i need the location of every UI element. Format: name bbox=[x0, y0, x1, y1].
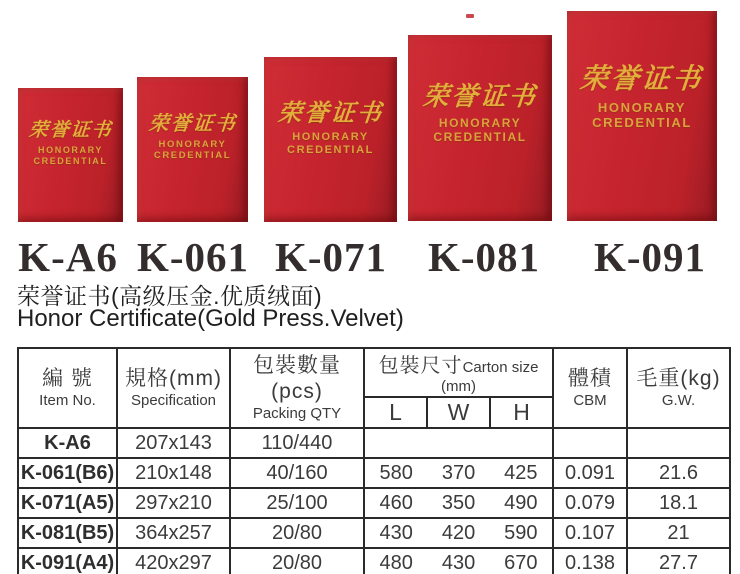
cell-specification: 297x210 bbox=[117, 488, 230, 518]
cell-carton-l: 580 bbox=[379, 461, 413, 484]
cell-item-no: K-071(A5) bbox=[18, 488, 117, 518]
cell-gw bbox=[627, 428, 730, 458]
cover-subtitle-line2: CREDENTIAL bbox=[153, 150, 232, 162]
cell-carton-size bbox=[364, 488, 553, 518]
cell-specification: 207x143 bbox=[117, 428, 230, 458]
cell-specification: 420x297 bbox=[117, 548, 230, 574]
cell-carton-w: 430 bbox=[441, 551, 476, 574]
cell-gw: 21.6 bbox=[627, 458, 730, 488]
certificate-cover-k-a6 bbox=[18, 88, 123, 222]
cover-subtitle-line1: HONORARY bbox=[597, 100, 687, 115]
cell-carton-size bbox=[364, 428, 553, 458]
col-header-specification: 規格(mm) Specification bbox=[117, 348, 230, 428]
cell-item-no: K-A6 bbox=[18, 428, 117, 458]
cell-gw: 27.7 bbox=[627, 548, 730, 574]
cover-title-chinese: 荣誉证书 bbox=[421, 82, 539, 111]
cell-gw: 21 bbox=[627, 518, 730, 548]
certificate-cover-k-091 bbox=[567, 11, 717, 221]
cell-carton-h: 490 bbox=[504, 491, 538, 514]
certificate-cover-k-061 bbox=[137, 77, 248, 222]
cover-subtitle-line1: HONORARY bbox=[38, 145, 103, 155]
cover-title-chinese: 荣誉证书 bbox=[147, 113, 238, 135]
model-label-k-091: K-091 bbox=[593, 234, 707, 280]
cell-item-no: K-091(A4) bbox=[18, 548, 117, 574]
cell-carton-l: 430 bbox=[379, 521, 413, 544]
cover-subtitle-line2: CREDENTIAL bbox=[592, 115, 692, 131]
cover-subtitle-english bbox=[154, 139, 231, 161]
cell-carton-w: 420 bbox=[441, 521, 476, 544]
table-row bbox=[18, 488, 730, 518]
table-row bbox=[18, 518, 730, 548]
table-row bbox=[18, 428, 730, 458]
col-header-width: W bbox=[427, 397, 490, 428]
col-header-cbm: 體積 CBM bbox=[553, 348, 627, 428]
cover-subtitle-line1: HONORARY bbox=[292, 131, 369, 143]
model-label-k-a6: K-A6 bbox=[18, 234, 118, 280]
cell-cbm: 0.138 bbox=[553, 548, 627, 574]
red-mark bbox=[466, 14, 474, 18]
certificate-cover-k-081 bbox=[408, 35, 552, 221]
col-header-gw: 毛重(kg) G.W. bbox=[627, 348, 730, 428]
cover-title-chinese: 荣誉证书 bbox=[578, 64, 705, 95]
cell-packing-qty: 40/160 bbox=[230, 458, 364, 488]
cell-gw: 18.1 bbox=[627, 488, 730, 518]
cell-specification: 364x257 bbox=[117, 518, 230, 548]
cell-packing-qty: 20/80 bbox=[230, 548, 364, 574]
model-label-k-081: K-081 bbox=[427, 234, 541, 280]
cell-carton-w: 370 bbox=[441, 461, 476, 484]
spec-table bbox=[17, 347, 731, 574]
cell-carton-l: 460 bbox=[379, 491, 413, 514]
table-row bbox=[18, 548, 730, 574]
product-title-english: Honor Certificate(Gold Press.Velvet) bbox=[17, 305, 404, 332]
model-label-k-071: K-071 bbox=[274, 234, 388, 280]
cell-cbm: 0.091 bbox=[553, 458, 627, 488]
model-label-k-061: K-061 bbox=[136, 234, 250, 280]
cell-packing-qty: 25/100 bbox=[230, 488, 364, 518]
cover-subtitle-line1: HONORARY bbox=[158, 139, 227, 150]
cell-cbm: 0.079 bbox=[553, 488, 627, 518]
cell-cbm: 0.107 bbox=[553, 518, 627, 548]
cover-subtitle-line1: HONORARY bbox=[438, 116, 522, 130]
cell-packing-qty: 110/440 bbox=[230, 428, 364, 458]
cover-subtitle-line2: CREDENTIAL bbox=[433, 130, 527, 145]
cell-carton-w: 350 bbox=[441, 491, 476, 514]
cover-title-chinese: 荣誉证书 bbox=[276, 101, 385, 127]
col-header-height: H bbox=[490, 397, 553, 428]
cell-carton-size bbox=[364, 548, 553, 574]
cover-subtitle-english bbox=[34, 145, 108, 166]
cover-subtitle-line2: CREDENTIAL bbox=[33, 155, 108, 166]
col-header-carton-size: 包裝尺寸Carton size (mm) bbox=[364, 348, 553, 397]
cell-item-no: K-061(B6) bbox=[18, 458, 117, 488]
cell-specification: 210x148 bbox=[117, 458, 230, 488]
cover-title-chinese: 荣誉证书 bbox=[27, 120, 114, 141]
cell-carton-l: 480 bbox=[379, 551, 413, 574]
cell-item-no: K-081(B5) bbox=[18, 518, 117, 548]
cover-subtitle-english bbox=[433, 116, 526, 144]
cell-carton-h: 590 bbox=[504, 521, 538, 544]
cell-cbm bbox=[553, 428, 627, 458]
certificate-cover-k-071 bbox=[264, 57, 397, 222]
cover-subtitle-english bbox=[287, 131, 374, 157]
col-header-item-no: 編 號 Item No. bbox=[18, 348, 117, 428]
table-row bbox=[18, 458, 730, 488]
col-header-length: L bbox=[364, 397, 427, 428]
product-title-chinese: 荣誉证书(高级压金.优质绒面) bbox=[17, 283, 323, 309]
cell-carton-h: 425 bbox=[504, 461, 538, 484]
col-header-packing-qty: 包裝數量(pcs) Packing QTY bbox=[230, 348, 364, 428]
cell-carton-size bbox=[364, 458, 553, 488]
cell-carton-size bbox=[364, 518, 553, 548]
cover-subtitle-line2: CREDENTIAL bbox=[287, 143, 374, 156]
cell-carton-h: 670 bbox=[504, 551, 538, 574]
cell-packing-qty: 20/80 bbox=[230, 518, 364, 548]
cover-subtitle-english bbox=[592, 100, 692, 131]
